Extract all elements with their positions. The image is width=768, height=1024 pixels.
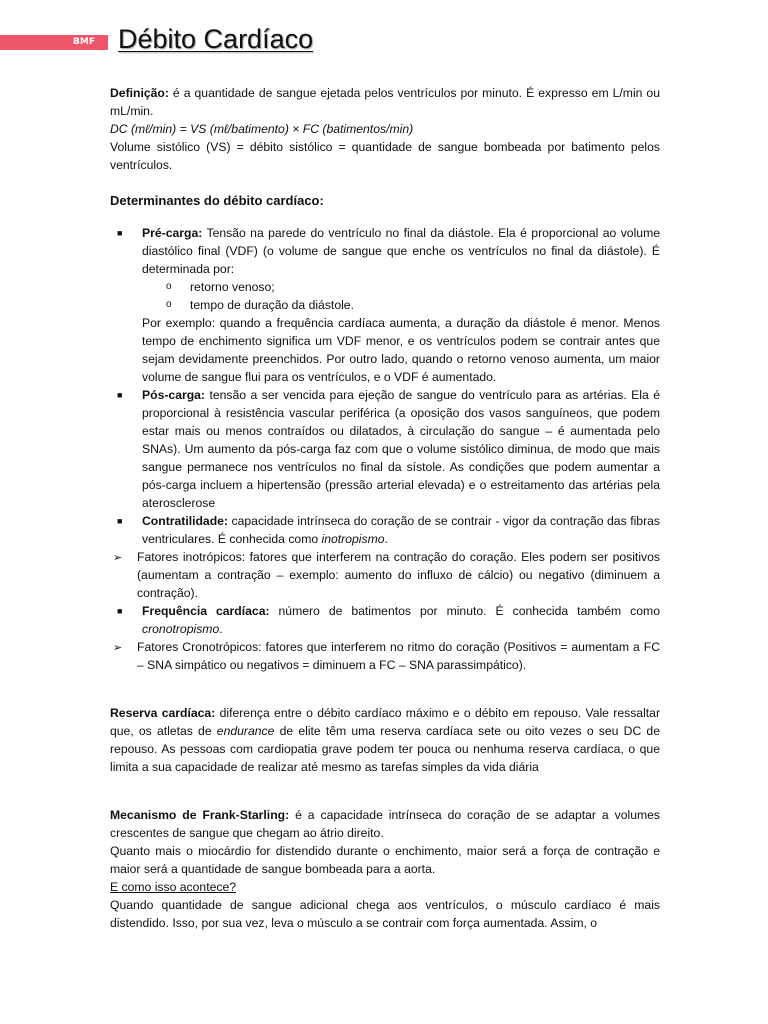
determinants-list — [110, 224, 660, 548]
circle-bullet-icon: o — [166, 281, 172, 292]
contractility-paragraph — [142, 512, 660, 548]
preload-sublist — [142, 278, 660, 314]
contractility-end: . — [384, 532, 388, 546]
square-bullet-icon: ■ — [117, 606, 123, 616]
frank-starling-paragraph — [110, 806, 660, 842]
header-tag: BMF — [73, 37, 95, 47]
preload-text: Tensão na parede do ventrículo no final da diástole. Ela é proporcional ao volume diastólico final (VDF) (o volume de sangue que enche os ventrículos no final da diástole). É determinada por: — [142, 226, 660, 276]
sub-list-item — [166, 278, 660, 296]
contractility-label: Contratilidade: — [142, 514, 228, 528]
sub-item-text: tempo de duração da diástole. — [190, 298, 354, 312]
sub-list-item — [166, 296, 660, 314]
definition-paragraph — [110, 84, 660, 120]
sub-item-text: retorno venoso; — [190, 280, 275, 294]
arrow-bullet-icon: ➢ — [113, 552, 123, 564]
stroke-volume-definition: Volume sistólico (VS) = débito sistólico = quantidade de sangue bombeada por batimento pelos ventrículos. — [110, 140, 660, 172]
frank-starling-label: Mecanismo de Frank-Starling: — [110, 808, 290, 822]
list-item-preload — [110, 224, 660, 386]
circle-bullet-icon: o — [166, 299, 172, 310]
square-bullet-icon: ■ — [117, 516, 123, 526]
heartrate-end: . — [219, 622, 223, 636]
determinants-list-continued — [110, 602, 660, 638]
spacer — [110, 674, 660, 704]
list-item-contractility — [110, 512, 660, 548]
contractility-text: capacidade intrínseca do coração de se contrair - vigor da contração das fibras ventriculares. É conhecida como — [142, 514, 660, 546]
chronotropic-factors-text: Fatores Cronotrópicos: fatores que interferem no ritmo do coração (Positivos = aumentam a FC – SNA simpático ou negativos = diminuem a FC – SNA parassimpático). — [137, 640, 660, 672]
formula: DC (mℓ/min) = VS (mℓ/batimento) × FC (batimentos/min) — [110, 122, 414, 136]
reserve-text-cont: de elite têm uma reserva cardíaca sete ou oito vezes o seu DC de repouso. As pessoas com cardiopatia grave podem ter pouca ou nenhuma reserva cardíaca, o que limita a sua capacidade de realizar até mesmo as tarefas simples da vida diária — [110, 724, 660, 774]
afterload-label: Pós-carga: — [142, 388, 205, 402]
inotropic-factors — [110, 548, 660, 602]
heartrate-label: Frequência cardíaca: — [142, 604, 270, 618]
list-item-afterload — [110, 386, 660, 512]
page-title: Débito Cardíaco — [118, 24, 314, 54]
reserve-paragraph — [110, 704, 660, 776]
spacer — [110, 776, 660, 806]
square-bullet-icon: ■ — [117, 390, 123, 400]
document-body — [110, 84, 660, 932]
reserve-term: endurance — [216, 724, 275, 738]
definition-label: Definição: — [110, 86, 169, 100]
afterload-text: tensão a ser vencida para ejeção de sangue do ventrículo para as artérias. Ela é proporcional à resistência vascular periférica (a oposição dos vasos sanguíneos, que podem estar mais ou menos contraídos ou dilatados, à circulação do sangue – é aumentada pelo SNAs). Um aumento da pós-carga faz com que o volume sistólico diminua, de modo que mais sangue permanece nos ventrículos no final da sístole. As condições que podem aumentar a pós-carga incluem a hipertensão (pressão arterial elevada) e o estreitamento das artérias pela aterosclerose — [142, 388, 660, 510]
chronotropic-factors — [110, 638, 660, 674]
frank-starling-text: é a capacidade intrínseca do coração de se adaptar a volumes crescentes de sangue que chegam ao átrio direito. — [110, 808, 661, 840]
heartrate-text: número de batimentos por minuto. É conhecida também como — [269, 604, 660, 618]
definition-text: é a quantidade de sangue ejetada pelos ventrículos por minuto. É expresso em L/min ou mL/min. — [110, 86, 660, 118]
frank-starling-question: E como isso acontece? — [110, 880, 237, 894]
preload-label: Pré-carga: — [142, 226, 203, 240]
frank-starling-p2: Quanto mais o miocárdio for distendido durante o enchimento, maior será a força de contração e maior será a quantidade de sangue bombeada para a aorta. — [110, 844, 660, 876]
preload-example: Por exemplo: quando a frequência cardíaca aumenta, a duração da diástole é menor. Menos tempo de enchimento significa um VDF menor, e os ventrículos podem se contrair antes que sejam devidamente preenchidos. Por outro lado, quando o retorno venoso aumenta, um maior volume de sangue flui para os ventrículos, e o VDF é aumentado. — [142, 316, 660, 384]
list-item-heartrate — [110, 602, 660, 638]
reserve-label: Reserva cardíaca: — [110, 706, 216, 720]
reserve-text: diferença entre o débito cardíaco máximo e o débito em repouso. Vale ressaltar que, os atletas de — [110, 706, 661, 738]
square-bullet-icon: ■ — [117, 228, 123, 238]
preload-paragraph — [142, 224, 660, 278]
determinants-heading: Determinantes do débito cardíaco: — [110, 193, 324, 208]
inotropic-factors-text: Fatores inotrópicos: fatores que interferem na contração do coração. Eles podem ser positivos (aumentam a contração – exemplo: aumento do influxo de cálcio) ou negativo (diminuem a contração). — [137, 550, 660, 600]
frank-starling-p3: Quando quantidade de sangue adicional chega aos ventrículos, o músculo cardíaco é mais distendido. Isso, por sua vez, leva o músculo a se contrair com força aumentada. Assim, o — [110, 898, 660, 930]
contractility-term: inotropismo — [321, 532, 385, 546]
afterload-paragraph — [142, 386, 660, 512]
heartrate-paragraph — [142, 602, 660, 638]
heartrate-term: cronotropismo — [142, 622, 220, 636]
arrow-bullet-icon: ➢ — [113, 642, 123, 654]
